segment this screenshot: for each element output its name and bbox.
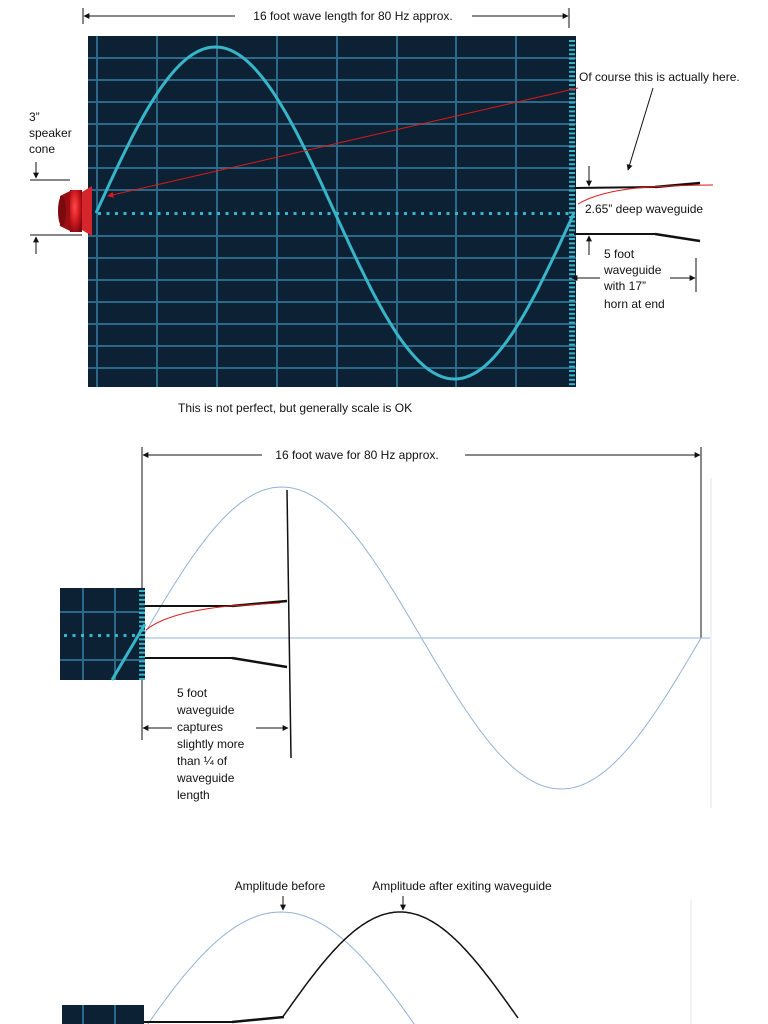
scope-edge-tick — [569, 97, 575, 99]
middle-scope-crop — [60, 588, 145, 680]
scope-center-dot — [421, 212, 424, 215]
scope-edge-tick — [139, 665, 145, 667]
scope-edge-tick — [139, 608, 145, 610]
scope-edge-tick — [569, 176, 575, 178]
scope-edge-tick — [569, 190, 575, 192]
scope-center-dot — [294, 212, 297, 215]
scope-center-dot — [73, 634, 76, 637]
scope-center-dot — [141, 212, 144, 215]
scope-center-dot — [387, 212, 390, 215]
scope-center-dot — [311, 212, 314, 215]
scope-edge-tick — [569, 185, 575, 187]
scope-edge-tick — [569, 313, 575, 315]
scope-center-dot — [370, 212, 373, 215]
scope-edge-tick — [569, 66, 575, 68]
scope-edge-tick — [139, 612, 145, 614]
scope-edge-tick — [569, 326, 575, 328]
scope-center-dot — [132, 212, 135, 215]
scope-center-dot — [217, 212, 220, 215]
scope-edge-tick — [139, 603, 145, 605]
scope-center-dot — [98, 212, 101, 215]
scope-edge-tick — [139, 678, 145, 680]
scope-edge-tick — [569, 40, 575, 42]
scope-edge-tick — [569, 322, 575, 324]
scope-edge-tick — [139, 674, 145, 676]
scope-center-dot — [251, 212, 254, 215]
scope-edge-tick — [569, 141, 575, 143]
middle-waveguide-outline — [145, 490, 291, 758]
scope-center-dot — [549, 212, 552, 215]
waveguide-length-line: with 17” — [604, 279, 647, 293]
scope-center-dot — [523, 212, 526, 215]
scope-edge-tick — [569, 84, 575, 86]
scope-edge-tick — [569, 115, 575, 117]
scope-edge-tick — [139, 660, 145, 662]
scope-edge-tick — [569, 198, 575, 200]
scope-center-dot — [532, 212, 535, 215]
scope-edge-tick — [569, 137, 575, 139]
scope-center-dot — [243, 212, 246, 215]
scope-center-dot — [183, 212, 186, 215]
scope-edge-tick — [569, 159, 575, 161]
amplitude-before-curve — [122, 912, 440, 1024]
scope-edge-tick — [569, 194, 575, 196]
scope-edge-tick — [569, 370, 575, 372]
scope-edge-tick — [139, 643, 145, 645]
scope-edge-tick — [139, 638, 145, 640]
actual-location-note: Of course this is actually here. — [579, 70, 740, 84]
capture-label — [176, 686, 245, 802]
scope-center-dot — [115, 212, 118, 215]
scope-center-dot — [540, 212, 543, 215]
scope-edge-tick — [139, 616, 145, 618]
scope-center-dot — [464, 212, 467, 215]
scope-center-dot — [192, 212, 195, 215]
scope-edge-tick — [569, 366, 575, 368]
speaker-label-line: cone — [29, 142, 56, 156]
scope-center-dot — [353, 212, 356, 215]
scope-center-dot — [166, 212, 169, 215]
scope-edge-tick — [569, 264, 575, 266]
top-wavelength-dimension — [83, 8, 569, 28]
scope-center-dot — [489, 212, 492, 215]
capture-label-line: captures — [177, 720, 224, 734]
scope-center-dot — [98, 634, 101, 637]
scope-edge-tick — [569, 304, 575, 306]
top-diagram — [29, 8, 740, 415]
scope-center-dot — [396, 212, 399, 215]
scope-edge-tick — [569, 44, 575, 46]
scope-edge-tick — [569, 352, 575, 354]
scope-edge-tick — [569, 119, 575, 121]
waveguide-length-line: 5 foot — [604, 247, 635, 261]
scope-center-dot — [149, 212, 152, 215]
scope-edge-tick — [139, 669, 145, 671]
scope-center-dot — [506, 212, 509, 215]
scope-center-dot — [124, 212, 127, 215]
oscilloscope-screen — [88, 36, 576, 387]
scope-edge-tick — [569, 335, 575, 337]
scope-edge-tick — [569, 229, 575, 231]
scope-edge-tick — [569, 357, 575, 359]
scope-center-dot — [438, 212, 441, 215]
scope-center-dot — [107, 212, 110, 215]
speaker-label-line: speaker — [29, 126, 72, 140]
scope-edge-tick — [569, 317, 575, 319]
scope-edge-tick — [569, 282, 575, 284]
scope-edge-tick — [569, 247, 575, 249]
scope-edge-tick — [569, 339, 575, 341]
bottom-scope-crop — [62, 1005, 144, 1024]
note-arrow — [628, 88, 653, 170]
scope-center-dot — [404, 212, 407, 215]
scope-edge-tick — [139, 647, 145, 649]
scope-edge-tick — [569, 238, 575, 240]
scope-edge-tick — [139, 656, 145, 658]
speaker-cone-icon — [58, 186, 92, 236]
waveguide-depth-dimension — [585, 166, 703, 255]
scope-center-dot — [430, 212, 433, 215]
scope-center-dot — [515, 212, 518, 215]
scope-center-dot — [200, 212, 203, 215]
scope-center-dot — [64, 634, 67, 637]
scope-center-dot — [226, 212, 229, 215]
scope-edge-tick — [569, 344, 575, 346]
scope-edge-tick — [569, 269, 575, 271]
scope-center-dot — [209, 212, 212, 215]
capture-label-line: length — [177, 788, 210, 802]
waveguide-length-line: waveguide — [604, 263, 662, 277]
scope-center-dot — [234, 212, 237, 215]
scope-edge-tick — [569, 361, 575, 363]
scope-center-dot — [345, 212, 348, 215]
scope-center-dot — [277, 212, 280, 215]
scope-center-dot — [413, 212, 416, 215]
scope-edge-tick — [569, 128, 575, 130]
bottom-waveguide-flare — [232, 1017, 284, 1022]
scope-edge-tick — [569, 106, 575, 108]
scope-edge-tick — [569, 132, 575, 134]
waveguide-length-label — [603, 247, 665, 311]
capture-label-line: than ¼ of — [177, 754, 228, 768]
scope-edge-tick — [569, 383, 575, 385]
bottom-diagram — [62, 879, 691, 1024]
scope-edge-tick — [569, 172, 575, 174]
scope-edge-tick — [569, 308, 575, 310]
scope-center-dot — [379, 212, 382, 215]
scope-center-dot — [328, 212, 331, 215]
scope-edge-tick — [569, 62, 575, 64]
scope-edge-tick — [569, 71, 575, 73]
scope-edge-tick — [569, 286, 575, 288]
scope-edge-tick — [569, 300, 575, 302]
scope-center-dot — [115, 634, 118, 637]
scope-center-dot — [90, 634, 93, 637]
scope-center-dot — [285, 212, 288, 215]
scope-edge-tick — [569, 181, 575, 183]
scope-center-dot — [481, 212, 484, 215]
scope-edge-tick — [569, 93, 575, 95]
scope-edge-tick — [569, 150, 575, 152]
middle-diagram — [60, 447, 711, 808]
scope-center-dot — [472, 212, 475, 215]
scope-edge-tick — [139, 594, 145, 596]
scope-edge-tick — [569, 273, 575, 275]
scope-center-dot — [319, 212, 322, 215]
scope-edge-tick — [569, 207, 575, 209]
scope-center-dot — [260, 212, 263, 215]
scope-edge-tick — [569, 348, 575, 350]
capture-label-line: slightly more — [177, 737, 245, 751]
capture-label-line: waveguide — [177, 771, 235, 785]
amplitude-after-curve — [282, 912, 518, 1018]
capture-label-line: waveguide — [177, 703, 235, 717]
top-caption: This is not perfect, but generally scale is OK — [178, 401, 413, 415]
scope-center-dot — [566, 212, 569, 215]
scope-center-dot — [498, 212, 501, 215]
scope-edge-tick — [569, 330, 575, 332]
scope-center-dot — [158, 212, 161, 215]
scope-edge-tick — [569, 124, 575, 126]
speaker-label-line: 3” — [29, 110, 40, 124]
speaker-label — [29, 110, 72, 156]
scope-center-dot — [362, 212, 365, 215]
waveguide-length-line: horn at end — [604, 297, 665, 311]
scope-edge-tick — [569, 256, 575, 258]
scope-edge-tick — [569, 80, 575, 82]
scope-edge-tick — [569, 295, 575, 297]
scope-edge-tick — [569, 242, 575, 244]
middle-wavelength-dimension — [142, 447, 701, 638]
scope-edge-tick — [569, 203, 575, 205]
scope-edge-tick — [569, 102, 575, 104]
scope-center-dot — [557, 212, 560, 215]
scope-edge-tick — [569, 58, 575, 60]
scope-edge-tick — [569, 154, 575, 156]
scope-center-dot — [124, 634, 127, 637]
scope-edge-tick — [569, 251, 575, 253]
scope-edge-tick — [569, 168, 575, 170]
scope-center-dot — [268, 212, 271, 215]
scope-edge-tick — [569, 260, 575, 262]
top-wavelength-label: 16 foot wave length for 80 Hz approx. — [253, 9, 453, 23]
scope-edge-tick — [569, 49, 575, 51]
middle-wavelength-label: 16 foot wave for 80 Hz approx. — [275, 448, 439, 462]
scope-center-dot — [455, 212, 458, 215]
scope-center-dot — [81, 634, 84, 637]
scope-edge-tick — [569, 75, 575, 77]
scope-edge-tick — [569, 53, 575, 55]
scope-edge-tick — [569, 110, 575, 112]
scope-center-dot — [175, 212, 178, 215]
scope-edge-tick — [569, 291, 575, 293]
scope-center-dot — [302, 212, 305, 215]
scope-edge-tick — [569, 379, 575, 381]
scope-center-dot — [107, 634, 110, 637]
scope-edge-tick — [139, 599, 145, 601]
scope-edge-tick — [569, 163, 575, 165]
amplitude-before-label: Amplitude before — [234, 879, 326, 893]
scope-center-dot — [447, 212, 450, 215]
scope-edge-tick — [139, 621, 145, 623]
waveguide-depth-label: 2.65” deep waveguide — [585, 202, 704, 216]
scope-edge-tick — [139, 590, 145, 592]
amplitude-after-label: Amplitude after exiting waveguide — [372, 879, 552, 893]
scope-edge-tick — [569, 146, 575, 148]
scope-edge-tick — [569, 374, 575, 376]
capture-label-line: 5 foot — [177, 686, 208, 700]
scope-edge-tick — [139, 652, 145, 654]
scope-center-dot — [132, 634, 135, 637]
